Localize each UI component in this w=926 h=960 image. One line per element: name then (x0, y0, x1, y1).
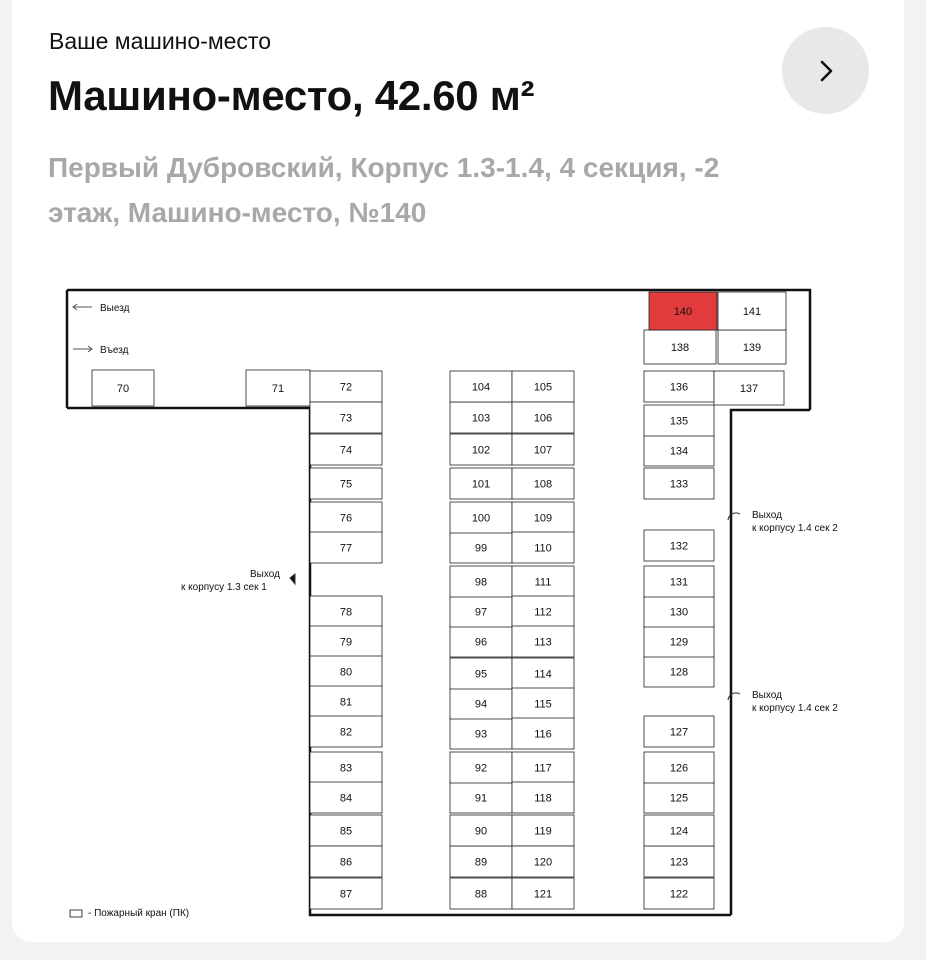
parking-spot-number: 105 (533, 381, 553, 394)
parking-spot-number: 98 (474, 576, 488, 589)
parking-spot-number: 90 (474, 825, 488, 838)
parking-spot[interactable] (310, 815, 382, 846)
parking-spot[interactable] (644, 626, 714, 657)
parking-spot[interactable] (450, 502, 512, 533)
parking-spot[interactable] (246, 370, 310, 406)
parking-spot-number: 91 (474, 792, 488, 805)
page-subtitle: Ваше машино-место (49, 28, 271, 54)
parking-spot[interactable] (512, 532, 574, 563)
parking-spot-number: 116 (534, 728, 552, 741)
next-button[interactable] (782, 27, 869, 114)
chevron-right-icon (814, 59, 838, 83)
parking-spot-number: 129 (669, 636, 689, 649)
parking-spot[interactable] (450, 752, 512, 783)
legend-label: - Пожарный кран (ПК) (88, 908, 190, 919)
parking-spot[interactable] (450, 688, 512, 719)
parking-spot[interactable] (512, 815, 574, 846)
parking-spot-number: 130 (669, 606, 689, 619)
parking-spot[interactable] (644, 435, 714, 466)
entry-label: Въезд (100, 345, 129, 356)
parking-spot[interactable] (718, 292, 786, 330)
parking-spot[interactable] (644, 566, 714, 597)
parking-spot-number: 100 (471, 512, 491, 525)
parking-spot-number: 77 (339, 542, 353, 555)
page-title: Машино-место, 42.60 м² (48, 72, 535, 119)
parking-spot[interactable] (644, 405, 714, 436)
parking-spot[interactable] (310, 656, 382, 687)
parking-spot[interactable] (450, 658, 512, 689)
parking-spot-number: 109 (533, 512, 553, 525)
parking-spot-number: 128 (669, 666, 689, 679)
parking-spot-number: 125 (669, 792, 689, 805)
parking-spot-number: 106 (533, 412, 553, 425)
parking-spot-number: 76 (339, 512, 353, 525)
parking-spot-number: 87 (339, 888, 353, 901)
parking-spot[interactable] (512, 468, 574, 499)
parking-spot-number: 133 (669, 478, 689, 491)
parking-spot-number: 134 (669, 445, 689, 458)
parking-spot-number: 110 (534, 542, 552, 555)
parking-spot-number: 85 (339, 825, 353, 838)
parking-spot[interactable] (310, 402, 382, 433)
parking-spot-number: 70 (116, 383, 130, 395)
parking-spot-number: 92 (474, 762, 488, 775)
parking-spot[interactable] (450, 468, 512, 499)
parking-spot[interactable] (512, 626, 574, 657)
parking-spot[interactable] (512, 658, 574, 689)
parking-spot-number: 140 (673, 306, 693, 318)
parking-spot-number: 84 (339, 792, 353, 805)
parking-spot[interactable] (644, 716, 714, 747)
parking-spot-number: 80 (339, 666, 353, 679)
parking-spot[interactable] (644, 815, 714, 846)
parking-spot-number: 104 (471, 381, 491, 394)
parking-spot[interactable] (512, 782, 574, 813)
parking-spot[interactable] (644, 530, 714, 561)
parking-spot-number: 73 (339, 412, 353, 425)
exit-b13-line1: Выход (250, 569, 280, 580)
parking-spot-number: 138 (670, 342, 690, 354)
parking-spot[interactable] (512, 846, 574, 877)
parking-spot-number: 78 (339, 606, 353, 619)
parking-spot[interactable] (450, 566, 512, 597)
parking-spot-number: 72 (339, 381, 353, 394)
parking-spot-number: 123 (669, 856, 689, 869)
parking-spot-number: 97 (474, 606, 488, 619)
parking-spot-number: 93 (474, 728, 488, 741)
parking-spot[interactable] (310, 371, 382, 402)
parking-spot-number: 71 (271, 383, 285, 395)
parking-spot[interactable] (450, 815, 512, 846)
parking-spot-number: 137 (739, 383, 759, 395)
parking-spot[interactable] (310, 686, 382, 717)
parking-spot[interactable] (644, 846, 714, 877)
parking-spot-number: 115 (534, 698, 552, 711)
parking-spot[interactable] (512, 502, 574, 533)
exit-b13-line2: к корпусу 1.3 сек 1 (181, 582, 267, 593)
parking-spot[interactable] (310, 782, 382, 813)
parking-spot[interactable] (512, 878, 574, 909)
parking-spot-number: 81 (339, 696, 353, 709)
parking-spot-number: 86 (339, 856, 353, 869)
parking-spot[interactable] (644, 782, 714, 813)
parking-spot[interactable] (450, 402, 512, 433)
parking-spot[interactable] (92, 370, 154, 406)
parking-spot-number: 122 (669, 888, 689, 901)
parking-spot[interactable] (714, 371, 784, 405)
parking-spot-number: 108 (533, 478, 553, 491)
parking-spot[interactable] (450, 782, 512, 813)
parking-spot[interactable] (718, 330, 786, 364)
parking-spot-number: 126 (669, 762, 689, 775)
parking-spot-number: 107 (533, 444, 553, 457)
parking-spot-number: 118 (534, 792, 552, 805)
parking-spot-number: 99 (474, 542, 488, 555)
exit-label: Выезд (100, 303, 130, 314)
exit-b14b-line1: Выход (752, 690, 782, 701)
parking-spot-number: 79 (339, 636, 353, 649)
parking-spot-number: 111 (534, 576, 552, 589)
parking-spot-number: 102 (471, 444, 491, 457)
parking-spot[interactable] (450, 434, 512, 465)
parking-spot[interactable] (644, 371, 714, 402)
parking-spot[interactable] (450, 846, 512, 877)
parking-spot-number: 94 (474, 698, 488, 711)
parking-spot-number: 114 (534, 668, 552, 681)
parking-spot-number: 120 (533, 856, 553, 869)
parking-spot-number: 112 (534, 606, 552, 619)
parking-spot[interactable] (450, 718, 512, 749)
parking-spot[interactable] (450, 626, 512, 657)
parking-spot-number: 139 (742, 342, 762, 354)
parking-spot-number: 117 (534, 762, 552, 775)
parking-spot-number: 101 (471, 478, 491, 491)
parking-spot-number: 82 (339, 726, 353, 739)
parking-spot-number: 95 (474, 668, 488, 681)
parking-spot[interactable] (450, 532, 512, 563)
exit-b14b-line2: к корпусу 1.4 сек 2 (752, 703, 838, 714)
parking-spot-number: 74 (339, 444, 353, 457)
parking-spot[interactable] (644, 752, 714, 783)
parking-spot-number: 124 (669, 825, 689, 838)
spot-address: Первый Дубровский, Корпус 1.3-1.4, 4 секция, -2 этаж, Машино-место, №140 (48, 152, 720, 228)
parking-spot[interactable] (450, 371, 512, 402)
parking-spot[interactable] (644, 656, 714, 687)
parking-spot-number: 127 (669, 726, 689, 739)
parking-spot-number: 121 (533, 888, 553, 901)
parking-spot-number: 103 (471, 412, 491, 425)
parking-spot[interactable] (310, 846, 382, 877)
exit-b14a-line2: к корпусу 1.4 сек 2 (752, 523, 838, 534)
parking-spot-number: 88 (474, 888, 488, 901)
parking-spot[interactable] (512, 371, 574, 402)
parking-spot[interactable] (512, 688, 574, 719)
parking-spot[interactable] (310, 752, 382, 783)
parking-spot[interactable] (512, 402, 574, 433)
parking-spot[interactable] (310, 434, 382, 465)
parking-spot[interactable] (310, 502, 382, 533)
parking-spot-number: 119 (534, 825, 552, 838)
parking-spot[interactable] (450, 878, 512, 909)
parking-spot-number: 113 (534, 636, 552, 649)
parking-spot-number: 75 (339, 478, 353, 491)
parking-spot-number: 136 (669, 381, 689, 394)
parking-spot[interactable] (512, 752, 574, 783)
exit-b14a-line1: Выход (752, 510, 782, 521)
parking-spot-number: 89 (474, 856, 488, 869)
parking-spot[interactable] (450, 596, 512, 627)
parking-spot-number: 135 (669, 415, 689, 428)
parking-spot[interactable] (644, 468, 714, 499)
parking-spot-selected[interactable] (649, 292, 717, 330)
parking-spot-number: 131 (669, 576, 689, 589)
parking-spot[interactable] (310, 532, 382, 563)
parking-spot[interactable] (512, 566, 574, 597)
parking-spot[interactable] (512, 596, 574, 627)
parking-spot[interactable] (512, 434, 574, 465)
parking-spot-number: 96 (474, 636, 488, 649)
parking-spot-number: 132 (669, 540, 689, 553)
parking-spot[interactable] (310, 626, 382, 657)
parking-spot[interactable] (512, 718, 574, 749)
parking-spot[interactable] (644, 596, 714, 627)
parking-spot[interactable] (310, 596, 382, 627)
parking-spot[interactable] (644, 330, 716, 364)
parking-spot-number: 83 (339, 762, 353, 775)
parking-spot-number: 141 (742, 306, 762, 318)
parking-spot[interactable] (644, 878, 714, 909)
parking-spot[interactable] (310, 716, 382, 747)
parking-spot[interactable] (310, 878, 382, 909)
parking-spot[interactable] (310, 468, 382, 499)
